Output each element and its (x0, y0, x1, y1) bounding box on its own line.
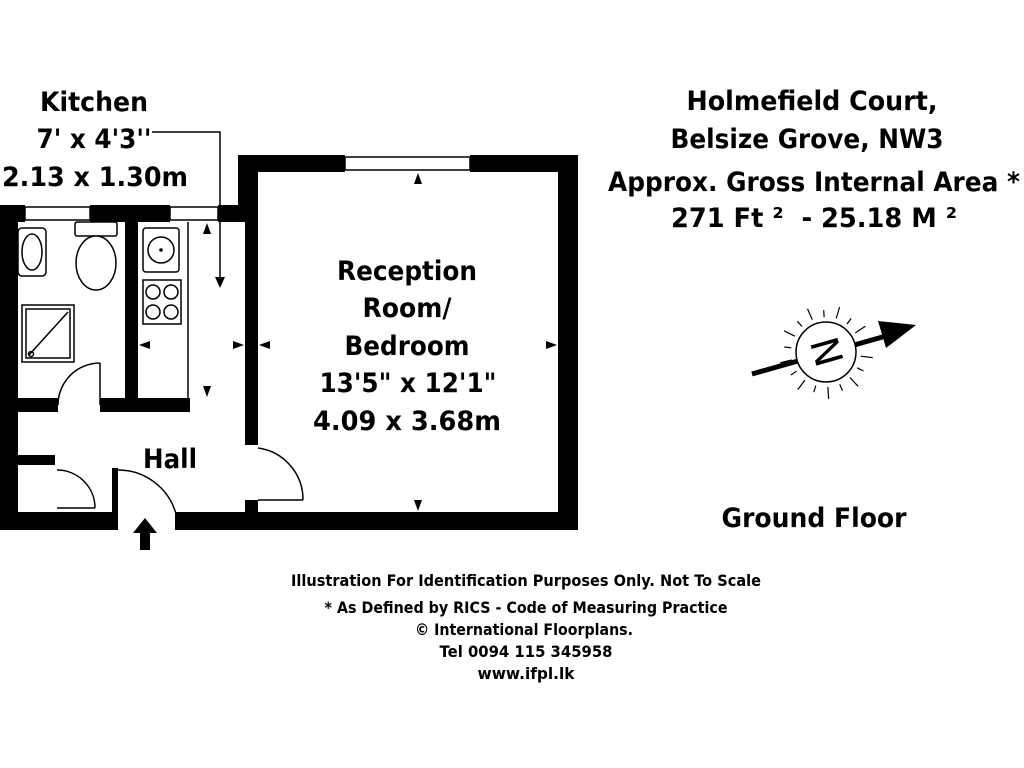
compass-letter: N (800, 332, 852, 372)
footer-disclaimer: Illustration For Identification Purposes Only. Not To Scale (291, 571, 762, 590)
toilet-bowl (76, 236, 116, 290)
footer-website: www.ifpl.lk (477, 664, 575, 683)
reception-size-metric: 4.09 x 3.68m (313, 406, 501, 437)
wall (218, 205, 258, 222)
wall (18, 398, 58, 412)
bathroom-sink-basin (22, 234, 42, 270)
area-label: Approx. Gross Internal Area * (608, 167, 1020, 198)
reception-label-line: Bedroom (344, 331, 470, 362)
wall (90, 205, 170, 222)
compass-ray (784, 347, 791, 348)
wall (0, 512, 112, 530)
kitchen-window (170, 207, 218, 220)
wall (558, 155, 578, 530)
wall (0, 205, 18, 530)
wall (125, 222, 138, 412)
wall (245, 205, 258, 445)
wall (245, 500, 258, 530)
kitchen-sink-drain (159, 248, 163, 252)
reception-size-imperial: 13'5" x 12'1" (319, 368, 497, 399)
hall-label: Hall (143, 444, 197, 475)
kitchen-size-metric: 2.13 x 1.30m (2, 162, 188, 193)
floor-label: Ground Floor (721, 503, 908, 534)
reception-label-line: Reception (337, 256, 477, 287)
kitchen-label: Kitchen (40, 87, 148, 118)
compass-ray (828, 387, 829, 399)
property-location: Belsize Grove, NW3 (670, 124, 944, 155)
property-name: Holmefield Court, (686, 86, 938, 117)
wall (100, 398, 125, 412)
area-value: 271 Ft ² - 25.18 M ² (671, 203, 957, 234)
front-door-leaf (112, 468, 118, 530)
wall (138, 398, 190, 412)
footer-copyright: © International Floorplans. (415, 620, 633, 639)
reception-window (345, 157, 470, 170)
bathroom-window (25, 207, 90, 220)
footer-phone: Tel 0094 115 345958 (439, 642, 613, 661)
toilet-cistern (75, 222, 117, 236)
footer-rics-note: * As Defined by RICS - Code of Measuring Practice (324, 598, 728, 617)
kitchen-size-imperial: 7' x 4'3'' (36, 124, 152, 155)
wall (18, 455, 55, 465)
wall (175, 512, 578, 530)
reception-label-line: Room/ (362, 293, 452, 324)
